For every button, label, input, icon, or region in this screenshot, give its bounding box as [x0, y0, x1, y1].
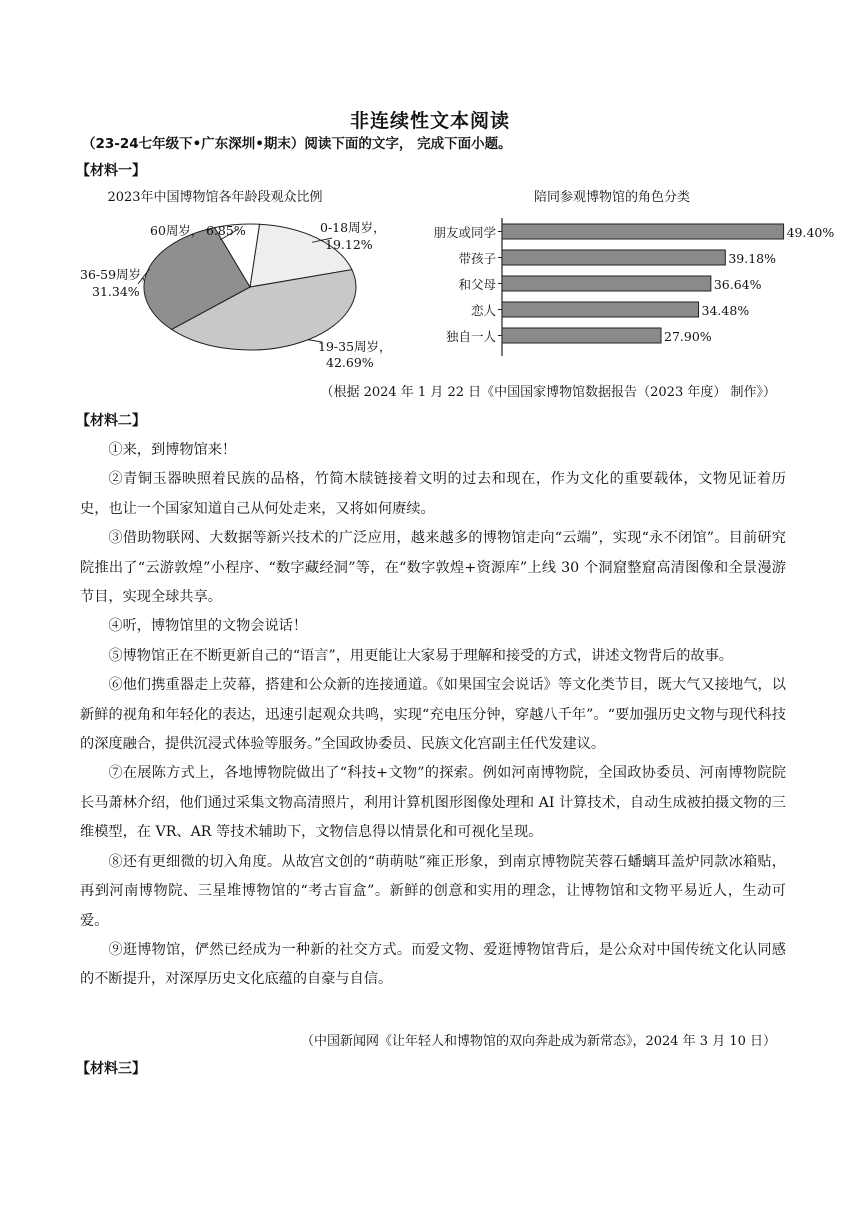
pie-value-19-35: 42.69%	[326, 355, 374, 370]
material-three-label: 【材料三】	[76, 1061, 146, 1077]
bar	[502, 224, 784, 239]
bar-value-label: 34.48%	[701, 303, 750, 318]
material-one-label: 【材料一】	[76, 163, 146, 179]
bar-category-label: 朋友或同学	[433, 225, 496, 240]
source-line: （23-24七年级下•广东深圳•期末）阅读下面的文字， 完成下面小题。	[82, 136, 512, 152]
material-two-body	[80, 436, 786, 995]
paragraph: ⑤博物馆正在不断更新自己的“语言”，用更能让大家易于理解和接受的方式，讲述文物背后的故事。	[108, 647, 733, 664]
pie-value-36-59: 31.34%	[92, 284, 140, 299]
paragraph: ⑦在展陈方式上，各地博物院做出了“科技+文物”的探索。例如河南博物院，全国政协委员、河南博物院院长马萧林介绍，他们通过采集文物高清照片，利用计算机图形图像处理和 AI 计算技术，自动生成被拍摄文物的三维模型，在 VR、AR 等技术辅助下，文物信息得以情景化和可视化呈现。	[80, 765, 786, 841]
citation-material-two: （中国新闻网《让年轻人和博物馆的双向奔赴成为新常态》，2024 年 3 月 10 日）	[300, 1034, 776, 1049]
paragraph: ④听，博物馆里的文物会说话！	[108, 618, 308, 635]
bar	[502, 302, 699, 317]
bar-category-label: 独自一人	[445, 329, 496, 344]
bar	[502, 250, 725, 265]
paragraph: ⑥他们携重器走上荧幕，搭建和公众新的连接通道。《如果国宝会说话》等文化类节目，既大气又接地气，以新鲜的视角和年轻化的表达，迅速引起观众共鸣，实现“充电压分钟，穿越八千年”。“要加强历史文物与现代科技的深度融合，提供沉浸式体验等服务。”全国政协委员、民族文化宫副主任代发建议。	[80, 677, 786, 753]
bar	[502, 328, 661, 343]
bar-category-label: 恋人	[470, 303, 496, 318]
charts-area	[70, 180, 835, 380]
paragraph: ①来，到博物馆来！	[108, 442, 237, 458]
pie-label-60: 60周岁，	[150, 223, 204, 238]
pie-value-60: 6.85%	[206, 223, 246, 238]
material-two-label: 【材料二】	[76, 413, 146, 429]
page-title: 非连续性文本阅读	[349, 110, 510, 132]
bar-value-label: 39.18%	[728, 251, 776, 266]
paragraph: ⑨逛博物馆，俨然已经成为一种新的社交方式。而爱文物、爱逛博物馆背后，是公众对中国传统文化认同感的不断提升，对深厚历史文化底蕴的自豪与自信。	[80, 941, 786, 988]
pie-label-0-18: 0-18周岁，	[320, 220, 386, 235]
bar-value-label: 36.64%	[713, 277, 762, 292]
charts-svg	[70, 180, 835, 380]
pie-label-36-59: 36-59周岁，	[80, 267, 154, 282]
pie-label-19-35: 19-35周岁，	[318, 339, 392, 354]
paragraph: ⑧还有更细微的切入角度。从故宫文创的“萌萌哒”雍正形象，到南京博物院芙蓉石蟠螭耳盖炉同款冰箱贴，再到河南博物院、三星堆博物馆的“考古盲盒”。新鲜的创意和实用的理念，让博物馆和文物平易近人，生动可爱。	[80, 853, 786, 929]
bar-chart-title: 陪同参观博物馆的角色分类	[533, 190, 691, 205]
bar-value-label: 27.90%	[664, 329, 712, 344]
pie-chart-title: 2023年中国博物馆各年龄段观众比例	[107, 190, 323, 205]
citation-material-one: （根据 2024 年 1 月 22 日《中国国家博物馆数据报告（2023 年度） 制作》）	[320, 385, 776, 400]
bar-category-label: 和父母	[458, 277, 496, 292]
paragraph: ③借助物联网、大数据等新兴技术的广泛应用，越来越多的博物馆走向“云端”，实现“永不闭馆”。目前研究院推出了“云游敦煌”小程序、“数字藏经洞”等，在“数字敦煌+资源库”上线 30 个洞窟整窟高清图像和全景漫游节目，实现全球共享。	[80, 530, 786, 606]
pie-value-0-18: 19.12%	[325, 237, 373, 252]
paragraph: ②青铜玉器映照着民族的品格，竹简木牍链接着文明的过去和现在，作为文化的重要载体，文物见证着历史，也让一个国家知道自己从何处走来，又将如何赓续。	[80, 471, 786, 517]
bar-value-label: 49.40%	[786, 225, 835, 240]
bar	[502, 276, 711, 291]
bar-category-label: 带孩子	[458, 251, 496, 266]
